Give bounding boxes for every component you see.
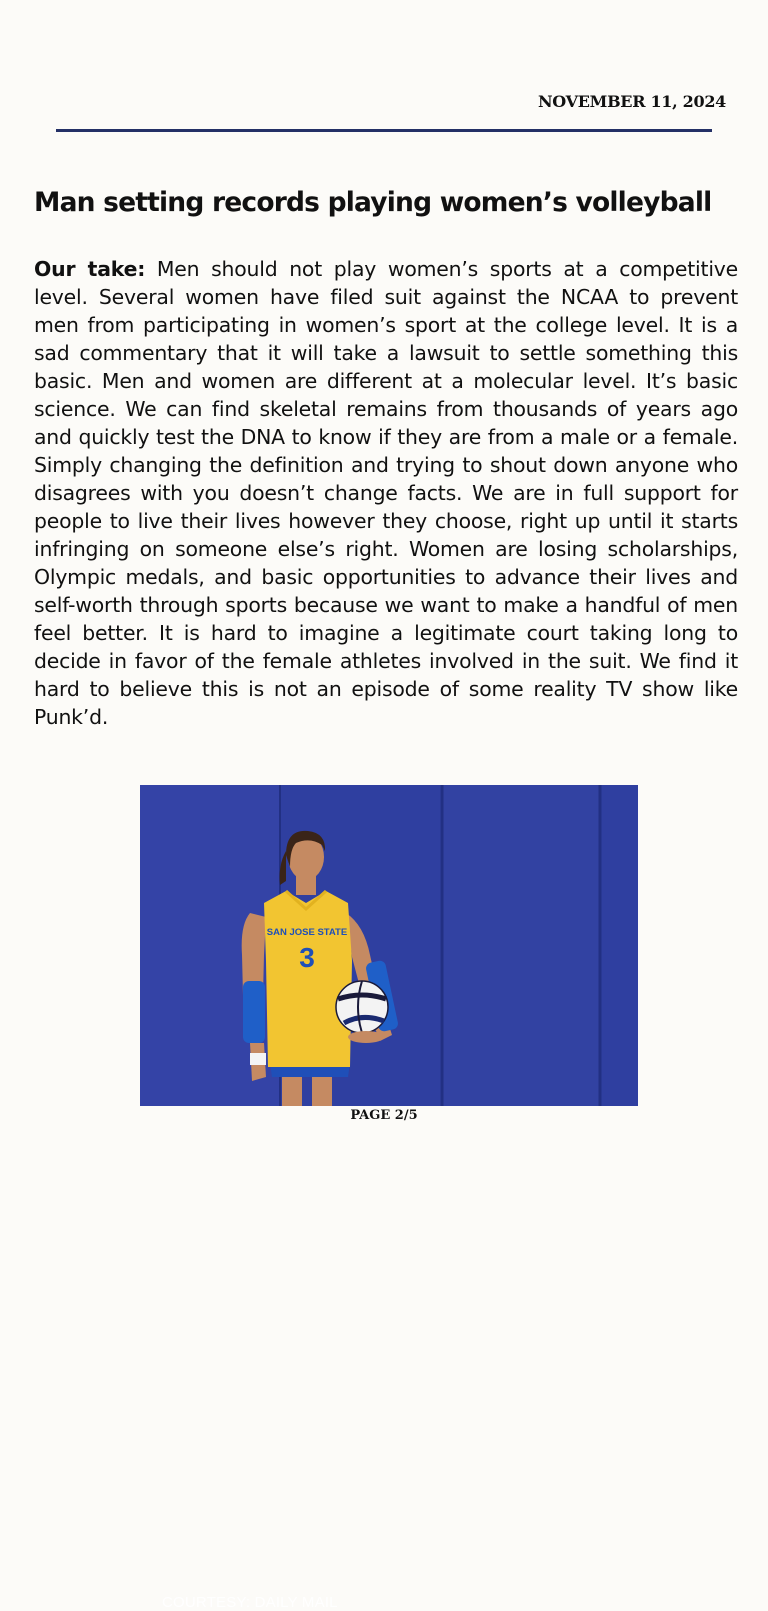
jersey-text: SAN JOSE STATE [266, 927, 348, 938]
page-number: PAGE 2/5 [350, 1108, 418, 1123]
article-body [34, 255, 738, 731]
volleyball-player-illustration [140, 785, 638, 1106]
article-body-text: Men should not play women’s sports at a competitive level. Several women have filed suit against the NCAA to prevent men from participating in women’s sport at the college level. It is a sad commentary that it will take a lawsuit to settle something this basic. Men and women are different at a molecular level. It’s basic science. We can find skeletal remains from thousands of years ago and quickly test the DNA to know if they are from a male or a female. Simply changing the definition and trying to shout down anyone who disagrees with you doesn’t change facts. We are in full support for people to live their lives however they choose, right up until it starts infringing on someone else’s right. Women are losing scholarships, Olympic medals, and basic opportunities to advance their lives and self-worth through sports because we want to make a handful of men feel better. It is hard to imagine a legitimate court taking long to decide in favor of the female athletes involved in the suit. We find it hard to believe this is not an episode of some reality TV show like Punk’d. [34, 257, 738, 729]
article-headline: Man setting records playing women’s volleyball [34, 187, 712, 218]
issue-date: NOVEMBER 11, 2024 [537, 92, 726, 111]
photo-credit: COURTESY: DAILY MAIL [162, 1594, 338, 1611]
header-divider [56, 129, 712, 132]
jersey-number: 3 [299, 942, 315, 973]
lead-label: Our take: [34, 257, 146, 281]
